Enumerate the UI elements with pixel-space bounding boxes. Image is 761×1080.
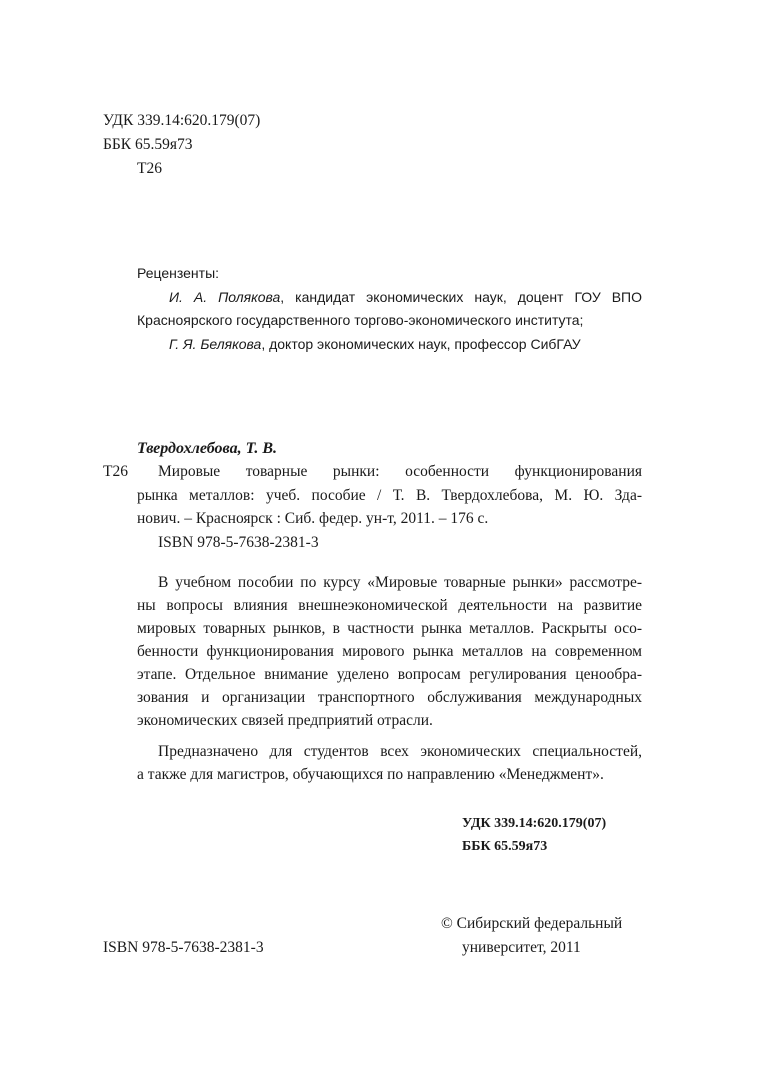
annotation-line: экономических связей предприятий отрасли. — [137, 712, 433, 729]
bib-line-2: рынка металлов: учеб. пособие / Т. В. Твердохлебова, М. Ю. Зда- — [137, 487, 642, 504]
annotation-line: Предназначено для студентов всех экономических специальностей, — [158, 743, 642, 760]
reviewer-1-institution: Красноярского государственного торгово-экономического института; — [137, 312, 584, 328]
annotation-line: мировых товарных рынков, в частности рынка металлов. Раскрыты осо- — [137, 620, 642, 637]
annotation-line: а также для магистров, обучающихся по направлению «Менеджмент». — [137, 766, 604, 783]
reviewer-1 — [169, 286, 642, 309]
reviewer-2 — [169, 333, 581, 356]
bib-line-3: нович. – Красноярск : Сиб. федер. ун-т, 2011. – 176 с. — [137, 510, 489, 527]
bib-author: Твердохлебова, Т. В. — [137, 440, 278, 457]
reviewer-1-title: , кандидат экономических наук, доцент ГОУ ВПО — [280, 289, 643, 305]
reviewers-heading: Рецензенты: — [137, 265, 220, 281]
copyright-line-2: университет, 2011 — [462, 939, 581, 956]
bib-code: Т26 — [103, 463, 128, 480]
bib-isbn: ISBN 978-5-7638-2381-3 — [158, 534, 319, 551]
bbk-code-bottom: ББК 65.59я73 — [462, 839, 548, 854]
annotation-line: бенности функционирования мирового рынка металлов на современном — [137, 643, 642, 660]
annotation-line: этапе. Отдельное внимание уделено вопросам регулирования ценообра- — [137, 666, 642, 683]
annotation-line: ны вопросы влияния внешнеэкономической деятельности на развитие — [137, 597, 642, 614]
udk-code: УДК 339.14:620.179(07) — [103, 112, 261, 129]
author-mark: Т26 — [137, 160, 162, 177]
udk-code-bottom: УДК 339.14:620.179(07) — [462, 816, 607, 831]
reviewer-1-name: И. А. Полякова — [169, 289, 281, 305]
reviewer-2-title: , доктор экономических наук, профессор СибГАУ — [261, 336, 581, 352]
annotation-line: В учебном пособии по курсу «Мировые товарные рынки» рассмотре- — [158, 574, 642, 591]
reviewer-2-name: Г. Я. Белякова — [169, 336, 262, 352]
footer-isbn: ISBN 978-5-7638-2381-3 — [103, 939, 264, 956]
copyright-line-1: © Сибирский федеральный — [441, 915, 623, 932]
bbk-code: ББК 65.59я73 — [103, 136, 193, 153]
bib-line-1: Мировые товарные рынки: особенности функционирования — [158, 463, 642, 480]
annotation-line: зования и организации транспортного обслуживания международных — [137, 689, 642, 706]
